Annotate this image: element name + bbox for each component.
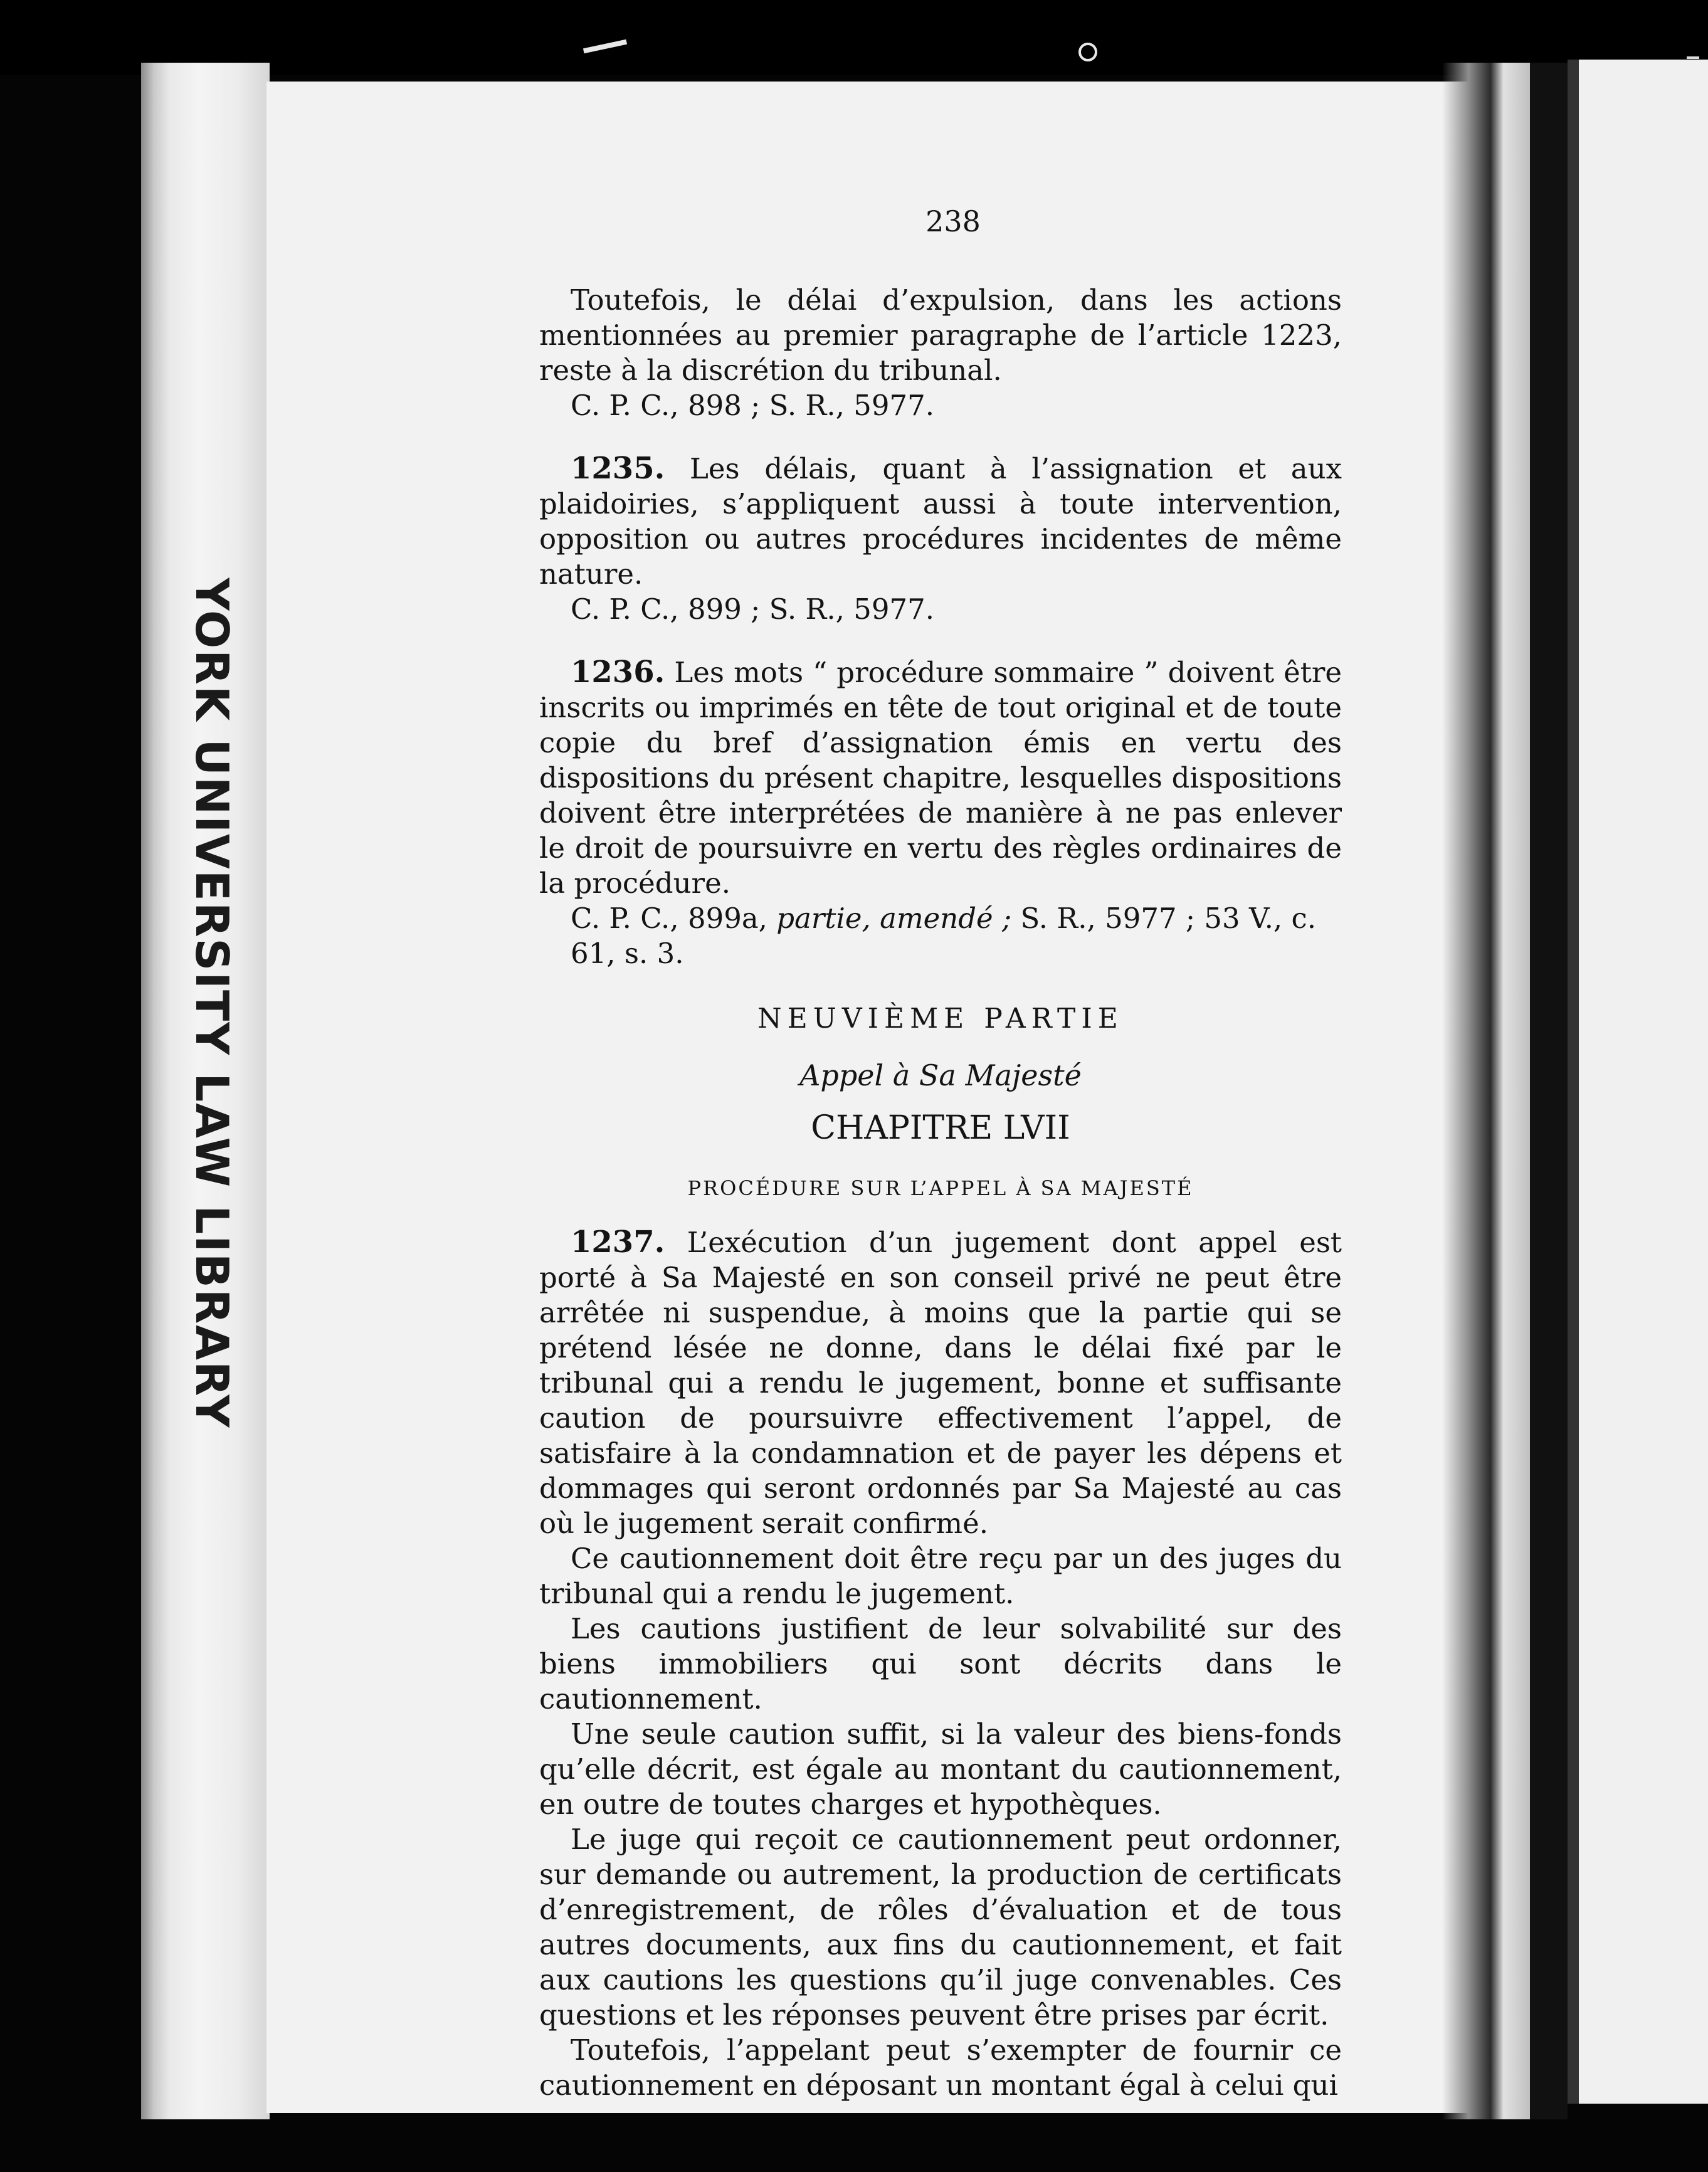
article-body: L’exécution d’un jugement dont appel est porté à Sa Majesté en son conseil privé ne peut être arrêtée ni suspendue, à moins que la partie qui se prétend lésée ne donne, dans le délai fixé par le tribunal qui a rendu le jugement, bonne et suffisante caution de poursuivre effectivement l’appel, de satisfaire à la condamnation et de payer les dépens et dommages qui seront ordonnés par Sa Majesté au cas où le jugement serait confirmé. <box>539 1226 1342 1540</box>
article-citation: C. P. C., 899 ; S. R., 5977. <box>571 593 935 626</box>
article-paragraph: Les cautions justifient de leur solvabilité sur des biens immobiliers qui sont décrits dans le cautionnement. <box>539 1612 1342 1716</box>
scan-artifact <box>1687 56 1699 59</box>
adjacent-page <box>1568 60 1708 2104</box>
article-text <box>539 451 1342 592</box>
article-paragraph: Le juge qui reçoit ce cautionnement peut ordonner, sur demande ou autrement, la production de certificats d’enregistrement, de rôles d’évaluation et de tous autres documents, aux fins du cautionnement, et fait aux cautions les questions qu’il juge convenables. Ces questions et les réponses peuvent être prises par écrit. <box>539 1823 1342 2032</box>
article-1236 <box>539 655 1342 971</box>
article-1235 <box>539 451 1342 627</box>
scan-artifact <box>1078 43 1097 61</box>
article-number: 1235. <box>571 451 665 486</box>
article-1237 <box>539 1225 1342 2103</box>
citation-part-italic: partie, amendé ; <box>776 902 1012 935</box>
article-paragraph: Toutefois, l’appelant peut s’exempter de fournir ce cautionnement en déposant un montant égal à celui qui <box>539 2033 1342 2102</box>
text-column <box>539 204 1342 2103</box>
chapter-title: PROCÉDURE SUR L’APPEL À SA MAJESTÉ <box>687 1176 1194 1200</box>
article-citation <box>571 901 1342 971</box>
part-heading: NEUVIÈME PARTIE <box>757 1003 1124 1035</box>
page-number: 238 <box>925 204 981 238</box>
article-paragraph: Une seule caution suffit, si la valeur des biens-fonds qu’elle décrit, est égale au montant du cautionnement, en outre de toutes charges et hypothèques. <box>539 1717 1342 1821</box>
gutter <box>1530 63 1568 2119</box>
part-subtitle: Appel à Sa Majesté <box>799 1058 1082 1092</box>
article-body: Les mots “ procédure sommaire ” doivent être inscrits ou imprimés en tête de tout original et de toute copie du bref d’assignation émis en vertu des dispositions du présent chapitre, lesquelles dispositions doivent être interprétées de manière à ne pas enlever le droit de poursuivre en vertu des règles ordinaires de la procédure. <box>539 656 1342 900</box>
adjacent-page-shadow <box>1568 60 1579 2104</box>
article-body: Les délais, quant à l’assignation et aux plaidoiries, s’appliquent aussi à toute intervention, opposition ou autres procédures incidentes de même nature. <box>539 452 1342 591</box>
chapter-heading: CHAPITRE LVII <box>811 1109 1070 1147</box>
article-text <box>539 655 1342 901</box>
intro-citation: C. P. C., 898 ; S. R., 5977. <box>571 389 935 422</box>
article-paragraph: Ce cautionnement doit être reçu par un des juges du tribunal qui a rendu le jugement. <box>539 1542 1342 1610</box>
article-text <box>539 1225 1342 1541</box>
intro-paragraph: Toutefois, le délai d’expulsion, dans les actions mentionnées au premier paragraphe de l’article 1223, reste à la discrétion du tribunal. <box>539 283 1342 387</box>
page-edge-shadow <box>1442 63 1530 2119</box>
article-number: 1236. <box>571 655 665 690</box>
article-number: 1237. <box>571 1225 665 1260</box>
citation-part: S. R., 5977 ; 53 V., c. 61, s. 3. <box>571 902 1317 970</box>
citation-part: C. P. C., 899a, <box>571 902 777 935</box>
library-stamp: YORK UNIVERSITY LAW LIBRARY <box>186 577 238 1429</box>
